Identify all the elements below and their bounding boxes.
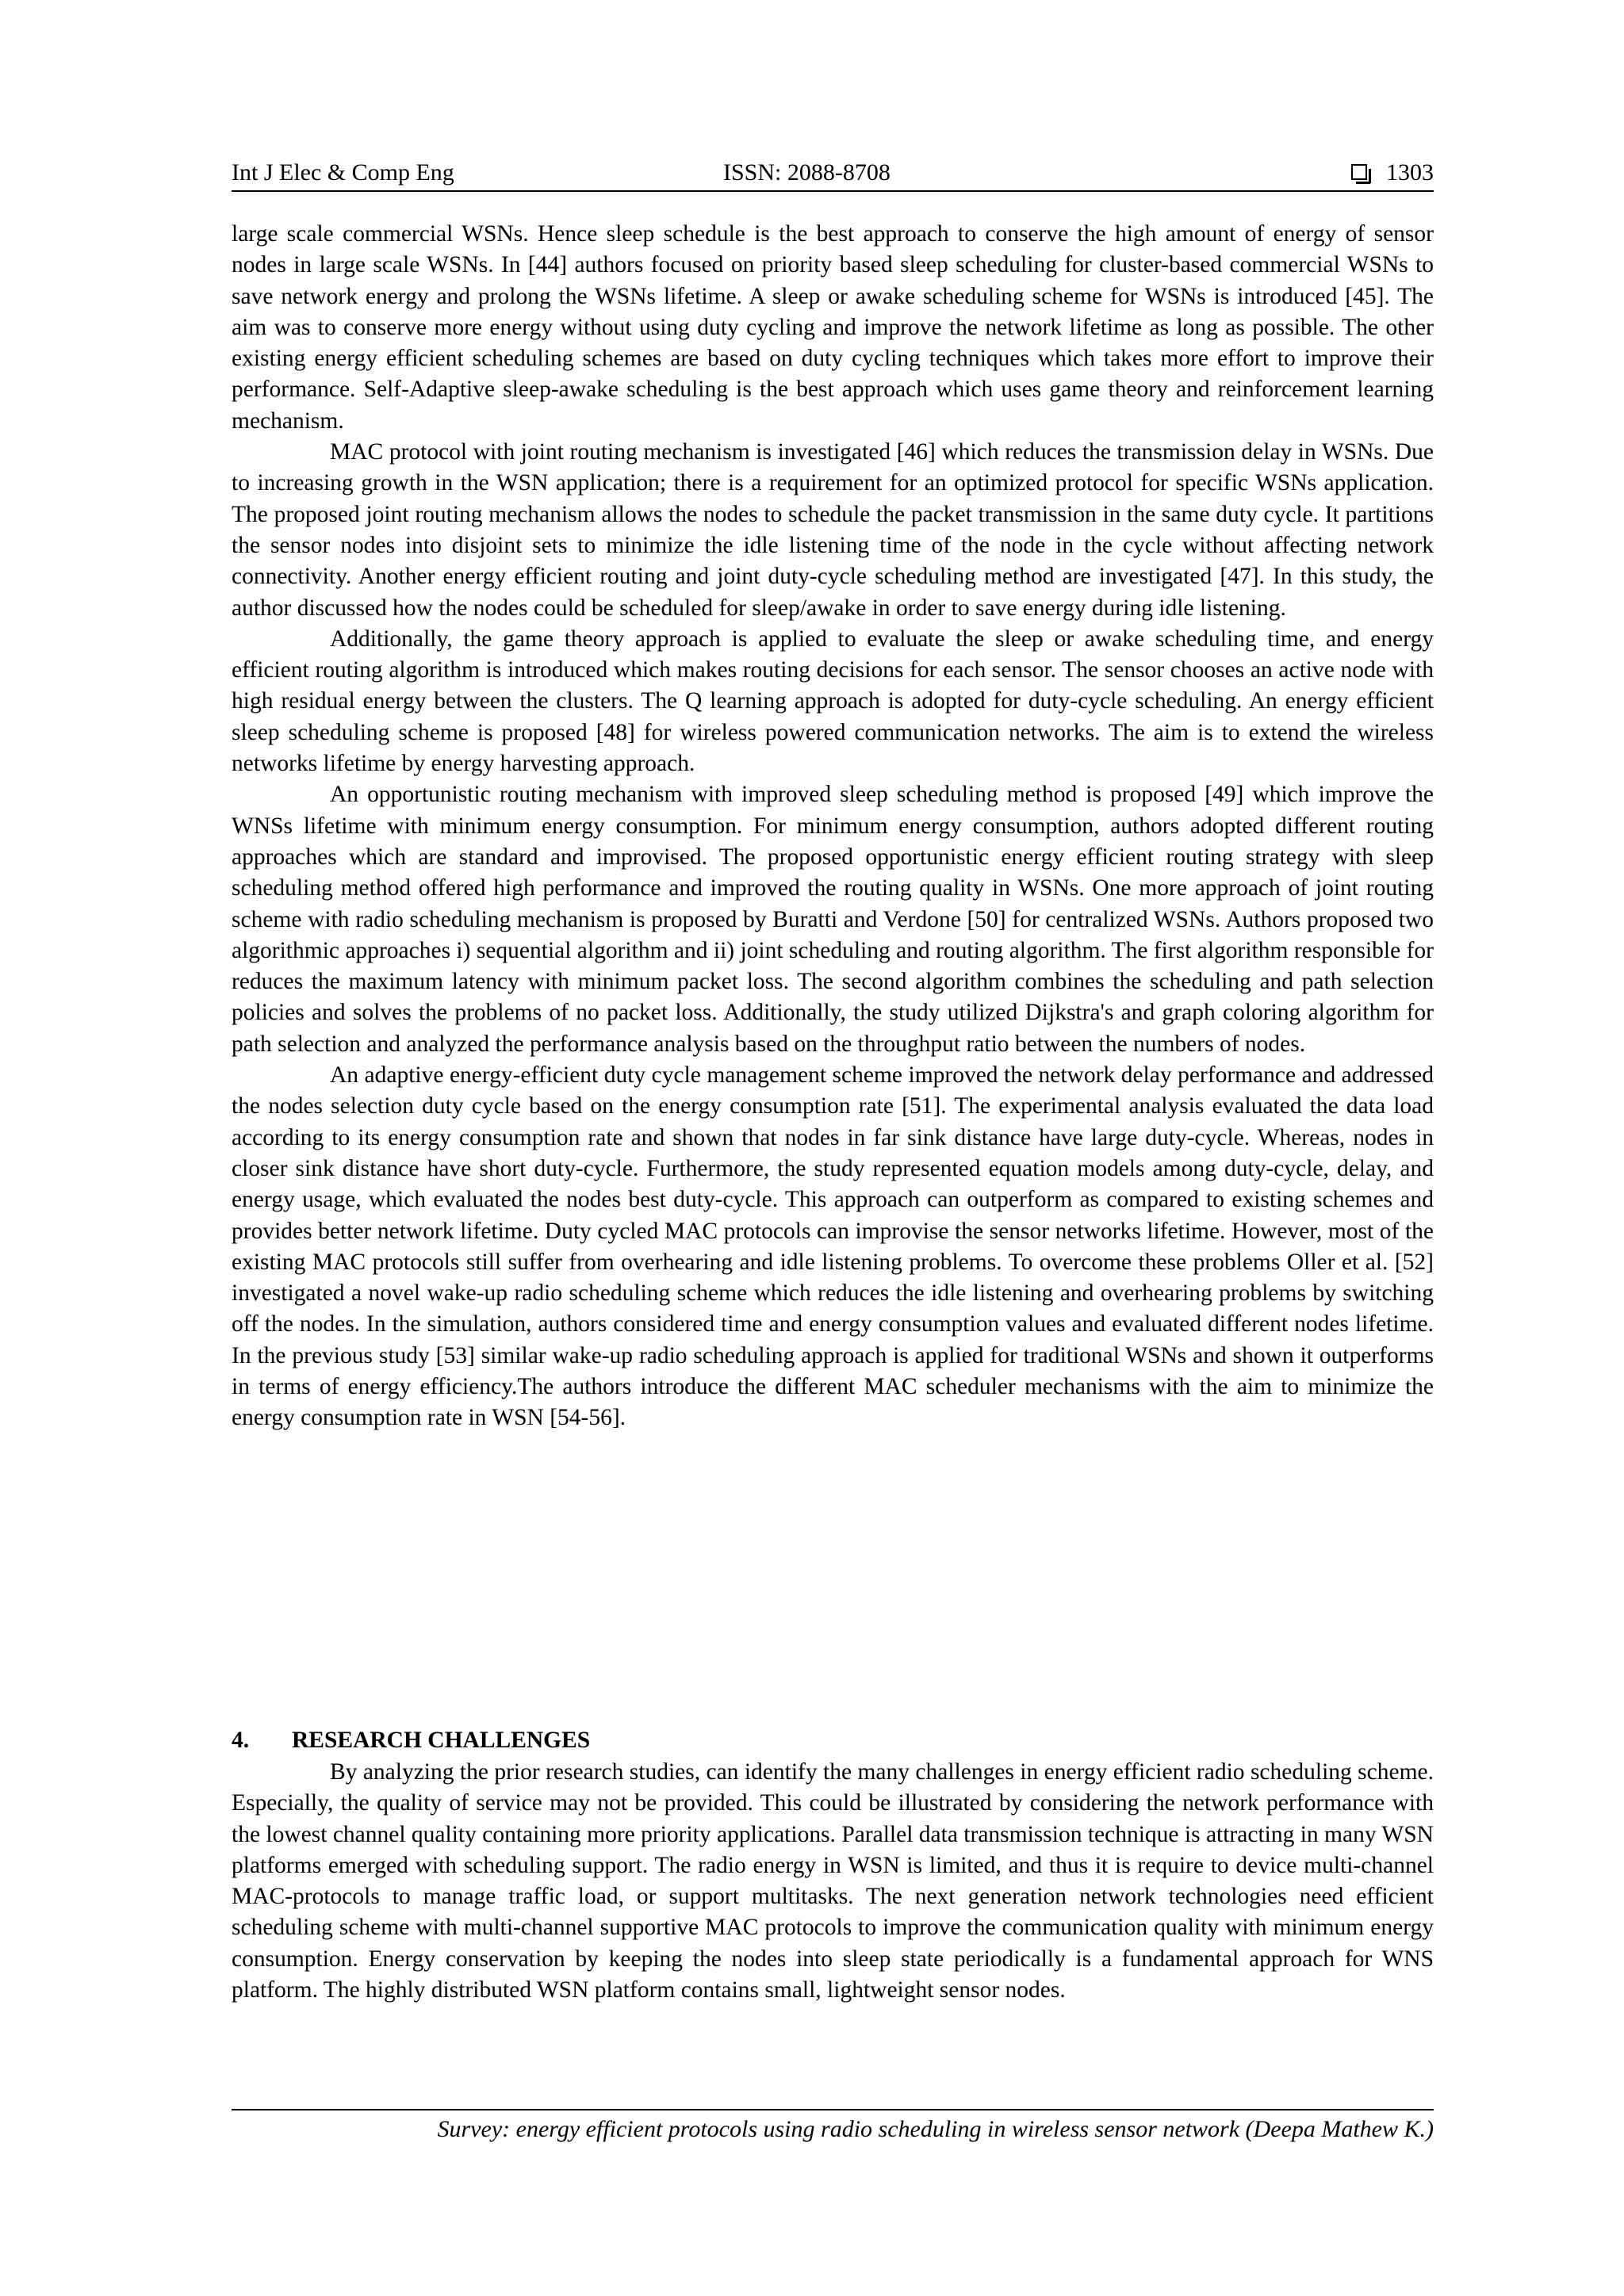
header-divider <box>232 190 1434 192</box>
section-body <box>232 1757 1434 2006</box>
running-footer: Survey: energy efficient protocols using radio scheduling in wireless sensor network (Deepa Mathew K.) <box>437 2116 1434 2142</box>
paragraph: MAC protocol with joint routing mechanism is investigated [46] which reduces the transmission delay in WSNs. Due to increasing growth in the WSN application; there is a requirement for an optimized protocol for specific WSNs application. The proposed joint routing mechanism allows the nodes to schedule the packet transmission in the same duty cycle. It partitions the sensor nodes into disjoint sets to minimize the idle listening time of the node in the cycle without affecting network connectivity. Another energy efficient routing and joint duty-cycle scheduling method are investigated [47]. In this study, the author discussed how the nodes could be scheduled for sleep/awake in order to save energy during idle listening. <box>232 439 1434 621</box>
paragraph: An opportunistic routing mechanism with improved sleep scheduling method is proposed [49] which improve the WNSs lifetime with minimum energy consumption. For minimum energy consumption, authors adopted different routing approaches which are standard and improvised. The proposed opportunistic energy efficient routing strategy with sleep scheduling method offered high performance and improved the routing quality in WSNs. One more approach of joint routing scheme with radio scheduling mechanism is proposed by Buratti and Verdone [50] for centralized WSNs. Authors proposed two algorithmic approaches i) sequential algorithm and ii) joint scheduling and routing algorithm. The first algorithm responsible for reduces the maximum latency with minimum packet loss. The second algorithm combines the scheduling and path selection policies and solves the problems of no packet loss. Additionally, the study utilized Dijkstra's and graph coloring algorithm for path selection and analyzed the performance analysis based on the throughput ratio between the numbers of nodes. <box>232 782 1434 1057</box>
page-number: 1303 <box>1386 159 1434 186</box>
paragraph: Additionally, the game theory approach is applied to evaluate the sleep or awake scheduling time, and energy efficient routing algorithm is introduced which makes routing decisions for each sensor. The sensor chooses an active node with high residual energy between the clusters. The Q learning approach is adopted for duty-cycle scheduling. An energy efficient sleep scheduling scheme is proposed [48] for wireless powered communication networks. The aim is to extend the wireless networks lifetime by energy harvesting approach. <box>232 626 1434 777</box>
section-title: RESEARCH CHALLENGES <box>292 1728 591 1753</box>
section-number: 4. <box>232 1728 250 1753</box>
checkbox-icon <box>1351 164 1367 180</box>
issn: ISSN: 2088-8708 <box>723 159 891 186</box>
paragraph-continued: large scale commercial WSNs. Hence sleep schedule is the best approach to conserve the high amount of energy of sensor nodes in large scale WSNs. In [44] authors focused on priority based sleep scheduling for cluster-based commercial WSNs to save network energy and prolong the WSNs lifetime. A sleep or awake scheduling scheme for WSNs is introduced [45]. The aim was to conserve more energy without using duty cycling and improve the network lifetime as long as possible. The other existing energy efficient scheduling schemes are based on duty cycling techniques which takes more effort to improve their performance. Self-Adaptive sleep-awake scheduling is the best approach which uses game theory and reinforcement learning mechanism. <box>232 221 1434 434</box>
body-text <box>232 219 1434 1434</box>
paragraph: By analyzing the prior research studies, can identify the many challenges in energy efficient radio scheduling scheme. Especially, the quality of service may not be provided. This could be illustrated by considering the network performance with the lowest channel quality containing more priority applications. Parallel data transmission technique is attracting in many WSN platforms emerged with scheduling support. The radio energy in WSN is limited, and thus it is require to device multi-channel MAC-protocols to manage traffic load, or support multitasks. The next generation network technologies need efficient scheduling scheme with multi-channel supportive MAC protocols to improve the communication quality with minimum energy consumption. Energy conservation by keeping the nodes into sleep state periodically is a fundamental approach for WNS platform. The highly distributed WSN platform contains small, lightweight sensor nodes. <box>232 1759 1434 2003</box>
footer-divider <box>232 2109 1434 2110</box>
running-header <box>232 157 1434 189</box>
section-heading <box>232 1725 1434 1756</box>
paragraph: An adaptive energy-efficient duty cycle management scheme improved the network delay performance and addressed the nodes selection duty cycle based on the energy consumption rate [51]. The experimental analysis evaluated the data load according to its energy consumption rate and shown that nodes in far sink distance have large duty-cycle. Whereas, nodes in closer sink distance have short duty-cycle. Furthermore, the study represented equation models among duty-cycle, delay, and energy usage, which evaluated the nodes best duty-cycle. This approach can outperform as compared to existing schemes and provides better network lifetime. Duty cycled MAC protocols can improvise the sensor networks lifetime. However, most of the existing MAC protocols still suffer from overhearing and idle listening problems. To overcome these problems Oller et al. [52] investigated a novel wake-up radio scheduling scheme which reduces the idle listening and overhearing problems by switching off the nodes. In the simulation, authors considered time and energy consumption values and evaluated different nodes lifetime. In the previous study [53] similar wake-up radio scheduling approach is applied for traditional WSNs and shown it outperforms in terms of energy efficiency.The authors introduce the different MAC scheduler mechanisms with the aim to minimize the energy consumption rate in WSN [54-56]. <box>232 1062 1434 1431</box>
journal-name: Int J Elec & Comp Eng <box>232 159 454 186</box>
